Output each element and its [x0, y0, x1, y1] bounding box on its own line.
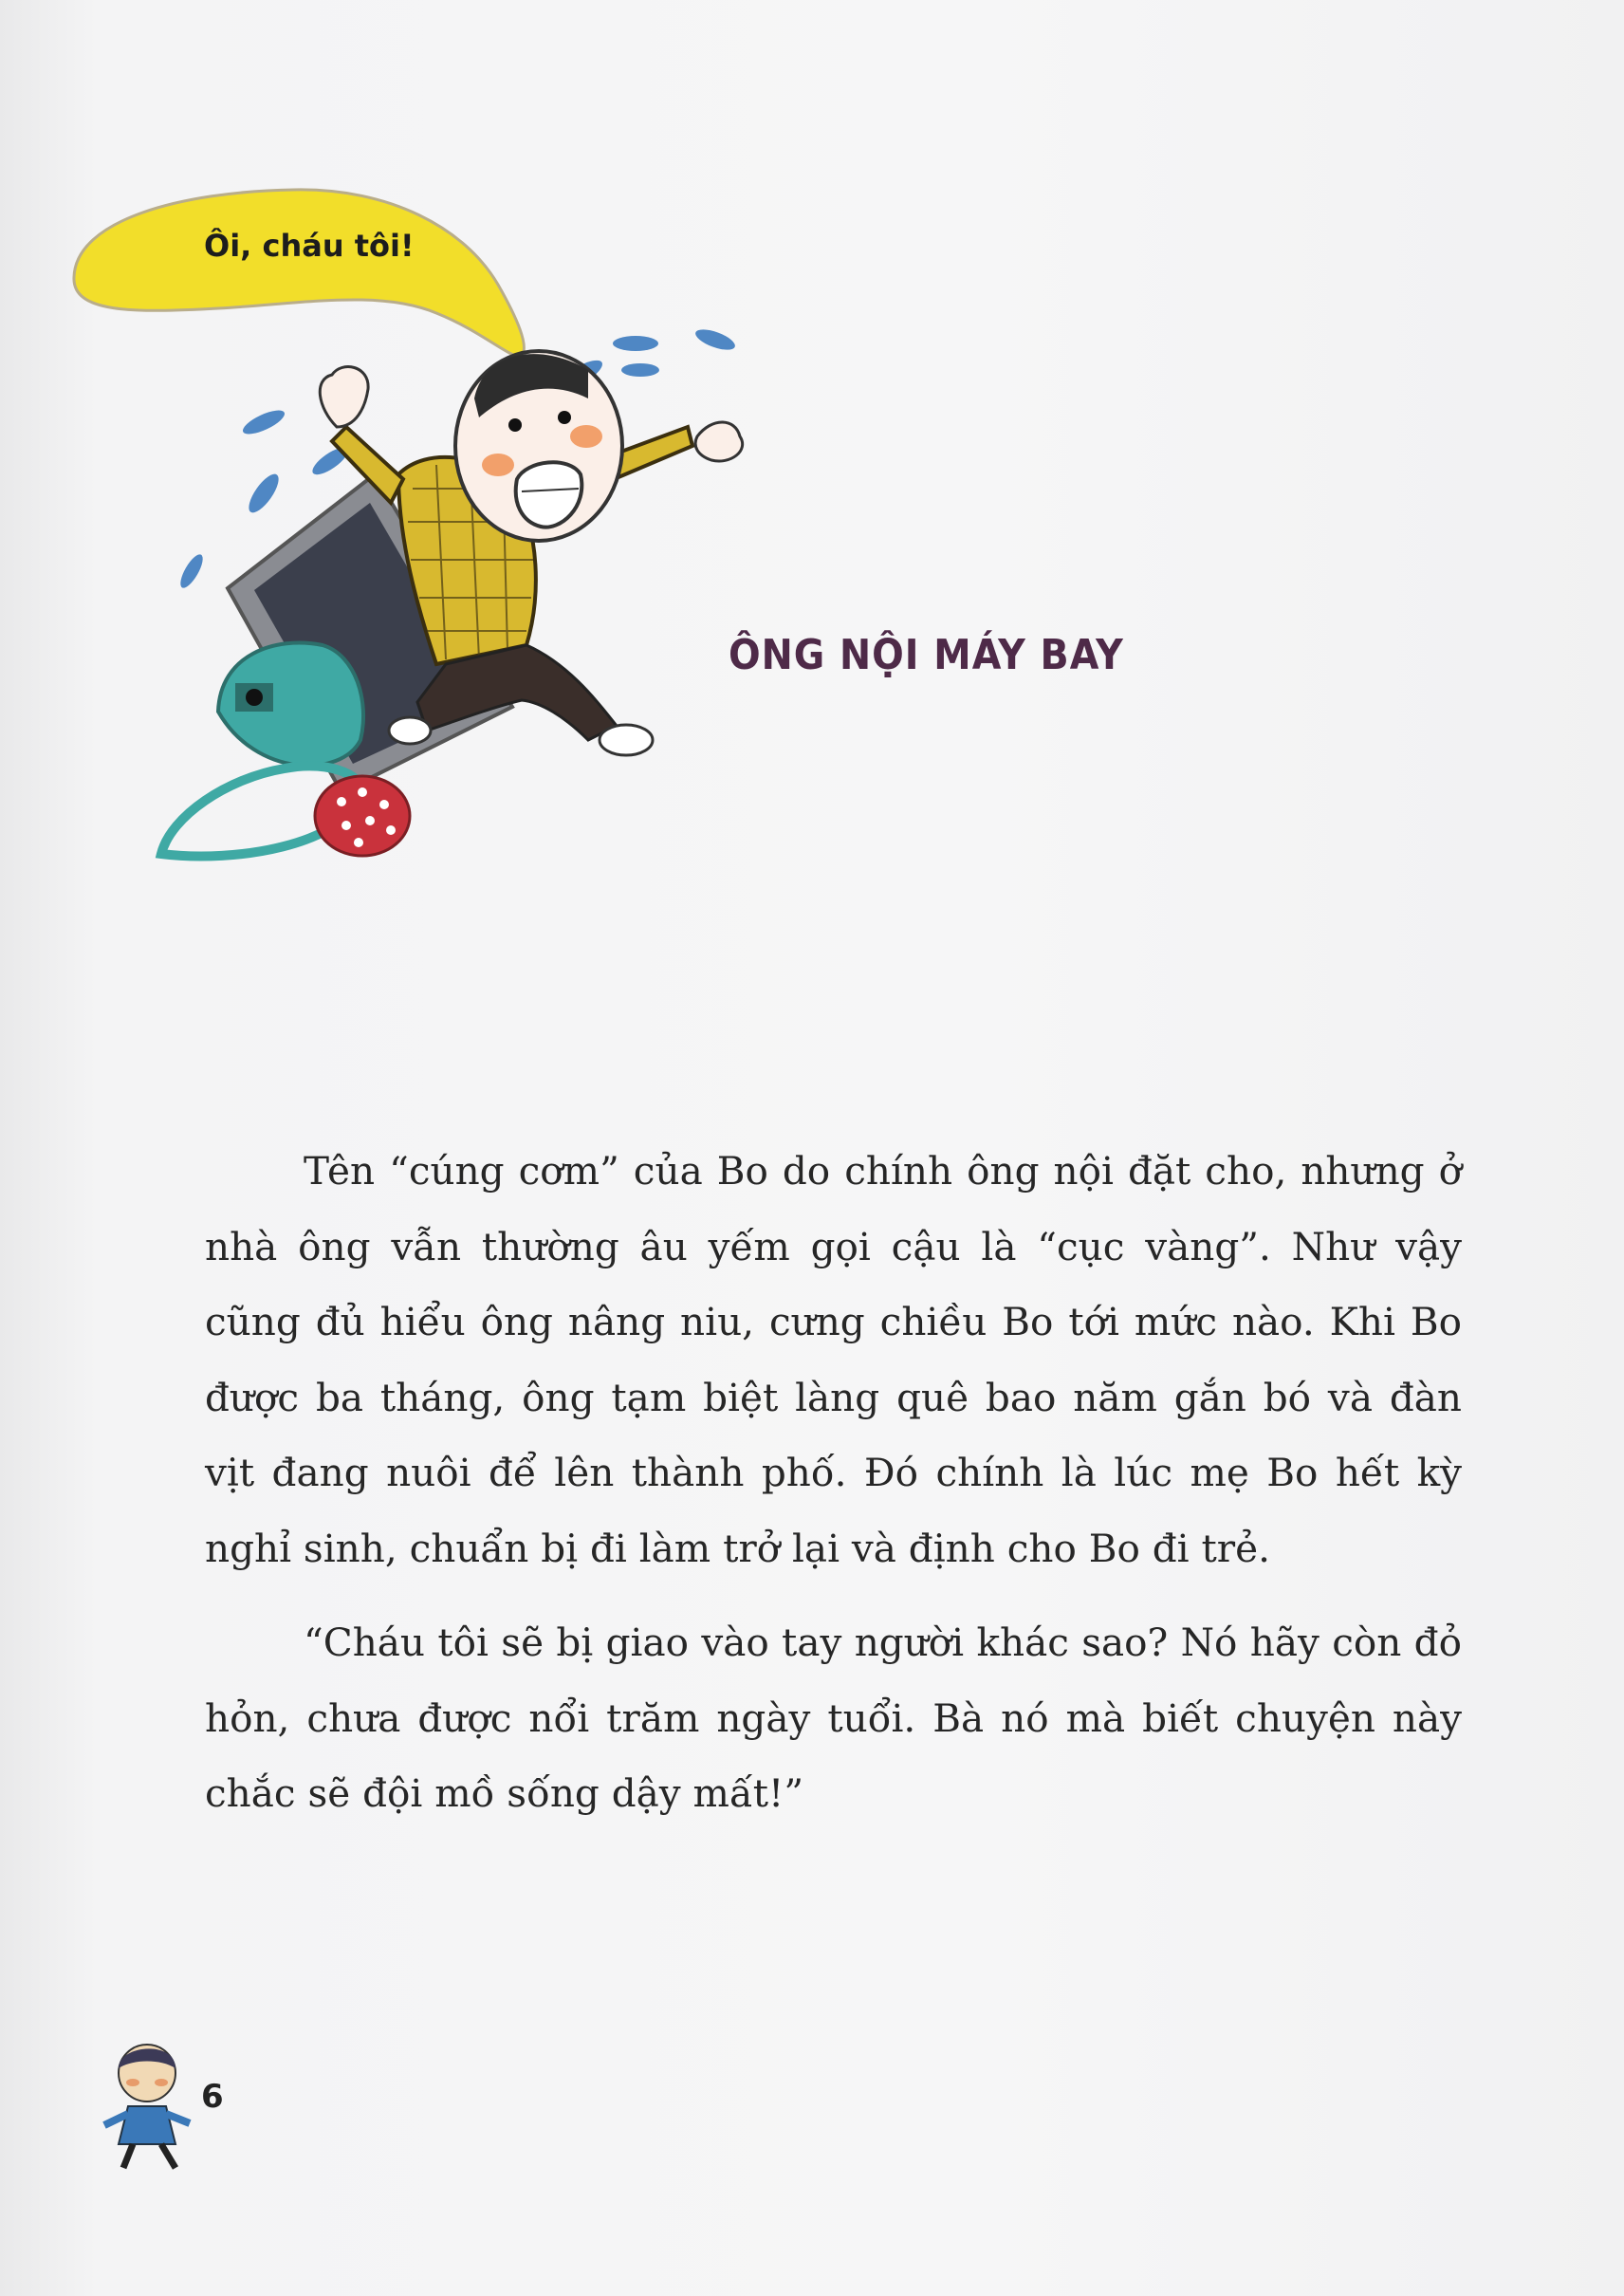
chapter-title: ÔNG NỘI MÁY BAY [729, 631, 1124, 679]
story-paragraph: Tên “cúng cơm” của Bo do chính ông nội đặt cho, nhưng ở nhà ông vẫn thường âu yếm gọi cậu là “cục vàng”. Như vậy cũng đủ hiểu ông nâng niu, cưng chiều Bo tới mức nào. Khi Bo được ba tháng, ông tạm biệt làng quê bao năm gắn bó và đàn vịt đang nuôi để lên thành phố. Đó chính là lúc mẹ Bo hết kỳ nghỉ sinh, chuẩn bị đi làm trở lại và định cho Bo đi trẻ. [205, 1148, 1462, 1571]
grandfather-illustration [142, 285, 797, 930]
story-text [205, 1134, 1462, 1851]
speech-bubble-text: Ôi, cháu tôi! [204, 228, 415, 264]
story-paragraph: “Cháu tôi sẽ bị giao vào tay người khác sao? Nó hãy còn đỏ hỏn, chưa được nổi trăm ngày tuổi. Bà nó mà biết chuyện này chắc sẽ đội mồ sống dậy mất!” [205, 1620, 1462, 1816]
page-number: 6 [201, 2078, 224, 2116]
mascot-icon [95, 2030, 199, 2173]
